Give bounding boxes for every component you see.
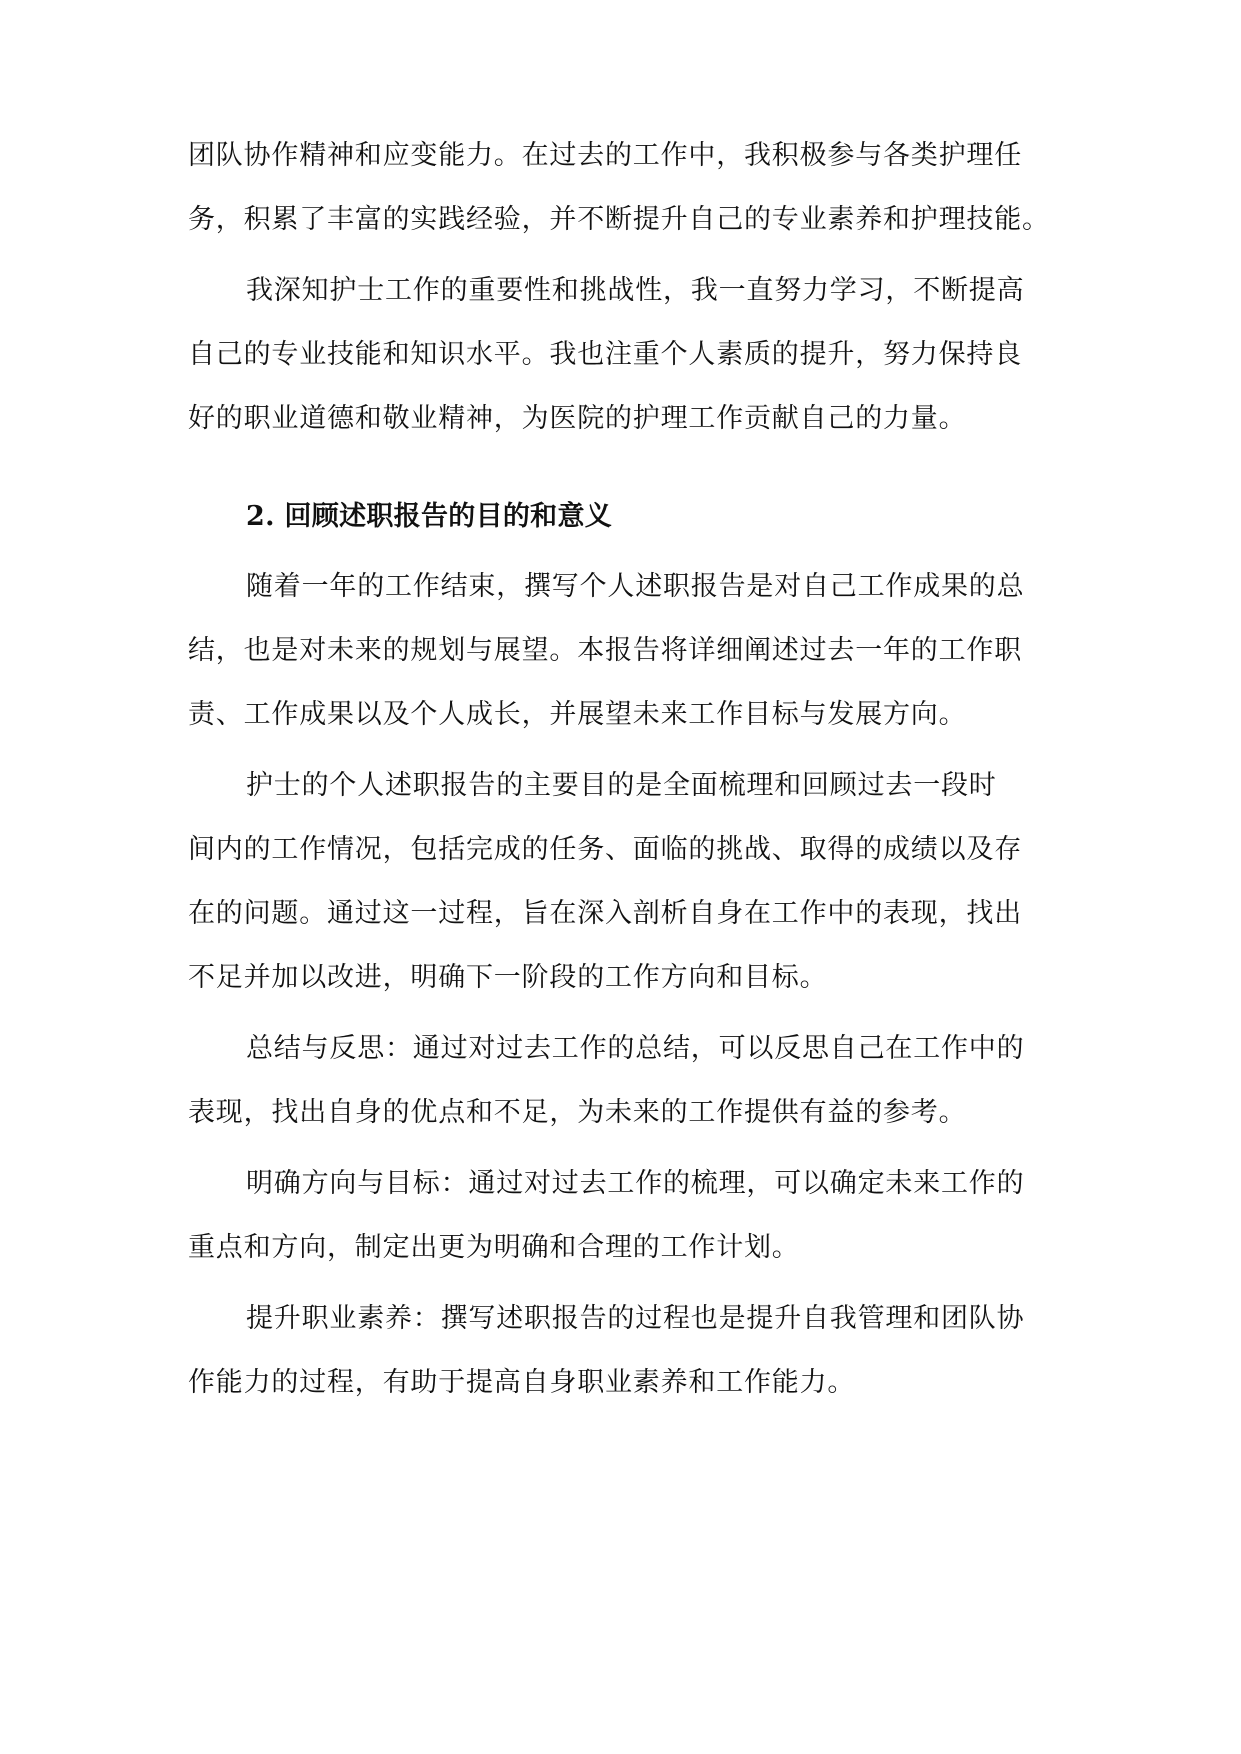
paragraph-line: 明确方向与目标：通过对过去工作的梳理，可以确定未来工作的 xyxy=(246,1168,1025,1199)
paragraph-line: 表现，找出自身的优点和不足，为未来的工作提供有益的参考。 xyxy=(188,1097,967,1128)
paragraph-line: 间内的工作情况，包括完成的任务、面临的挑战、取得的成绩以及存 xyxy=(188,834,1022,865)
paragraph-line: 在的问题。通过这一过程，旨在深入剖析自身在工作中的表现，找出 xyxy=(188,898,1022,929)
section-heading: 2. 回顾述职报告的目的和意义 xyxy=(246,501,613,532)
paragraph-line: 护士的个人述职报告的主要目的是全面梳理和回顾过去一段时 xyxy=(246,770,997,801)
paragraph-line: 我深知护士工作的重要性和挑战性，我一直努力学习，不断提高 xyxy=(246,275,1025,306)
paragraph-line: 责、工作成果以及个人成长，并展望未来工作目标与发展方向。 xyxy=(188,699,967,730)
paragraph-line: 重点和方向，制定出更为明确和合理的工作计划。 xyxy=(188,1232,800,1263)
paragraph-line: 务，积累了丰富的实践经验，并不断提升自己的专业素养和护理技能。 xyxy=(188,204,1050,235)
paragraph-line: 团队协作精神和应变能力。在过去的工作中，我积极参与各类护理任 xyxy=(188,140,1022,171)
paragraph-line: 结，也是对未来的规划与展望。本报告将详细阐述过去一年的工作职 xyxy=(188,635,1022,666)
paragraph-line: 不足并加以改进，明确下一阶段的工作方向和目标。 xyxy=(188,962,828,993)
paragraph-line: 作能力的过程，有助于提高自身职业素养和工作能力。 xyxy=(188,1367,856,1398)
paragraph-line: 总结与反思：通过对过去工作的总结，可以反思自己在工作中的 xyxy=(246,1033,1025,1064)
paragraph-line: 提升职业素养：撰写述职报告的过程也是提升自我管理和团队协 xyxy=(246,1303,1025,1334)
paragraph-line: 随着一年的工作结束，撰写个人述职报告是对自己工作成果的总 xyxy=(246,571,1025,602)
paragraph-line: 自己的专业技能和知识水平。我也注重个人素质的提升，努力保持良 xyxy=(188,339,1022,370)
paragraph-line: 好的职业道德和敬业精神，为医院的护理工作贡献自己的力量。 xyxy=(188,403,967,434)
